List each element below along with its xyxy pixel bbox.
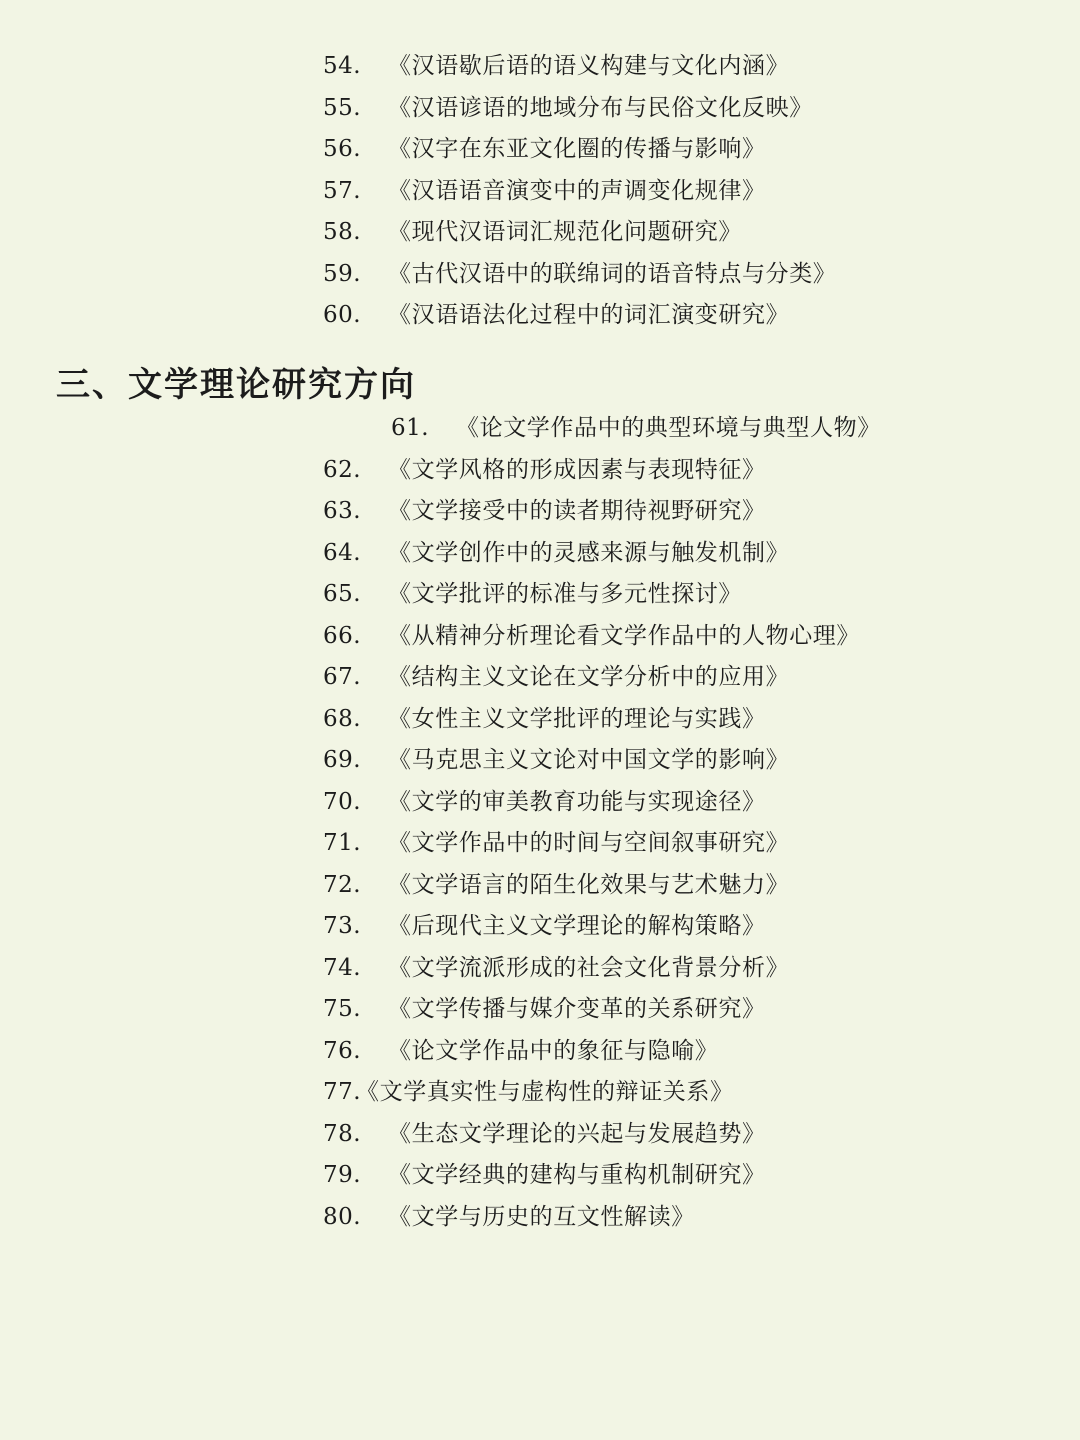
item-number: 55. xyxy=(323,94,362,121)
list-item xyxy=(0,782,1080,824)
item-title: 《马克思主义文论对中国文学的影响》 xyxy=(388,747,790,773)
item-title: 《文学传播与媒介变革的关系研究》 xyxy=(388,996,766,1022)
item-title: 《结构主义文论在文学分析中的应用》 xyxy=(388,664,790,690)
item-title: 《文学创作中的灵感来源与触发机制》 xyxy=(388,539,790,566)
item-number: 65. xyxy=(323,581,362,607)
list-item xyxy=(0,295,1080,337)
item-number: 57. xyxy=(323,177,362,204)
item-number: 80. xyxy=(323,1203,362,1230)
list-item xyxy=(0,408,1080,450)
item-title: 《文学经典的建构与重构机制研究》 xyxy=(388,1162,766,1188)
item-title: 《论文学作品中的典型环境与典型人物》 xyxy=(456,415,881,441)
item-number: 79. xyxy=(323,1162,362,1188)
list-item xyxy=(0,1114,1080,1156)
list-item xyxy=(0,1155,1080,1197)
item-title: 《汉语语法化过程中的词汇演变研究》 xyxy=(388,302,790,328)
item-number: 66. xyxy=(323,622,362,649)
item-title: 《汉语谚语的地域分布与民俗文化反映》 xyxy=(388,94,813,121)
list-item xyxy=(0,823,1080,865)
list-item xyxy=(0,574,1080,616)
item-number: 64. xyxy=(323,539,362,566)
item-number: 74. xyxy=(323,954,362,981)
list-item xyxy=(0,129,1080,171)
item-number: 69. xyxy=(323,747,362,773)
item-title: 《文学流派形成的社会文化背景分析》 xyxy=(388,954,790,981)
item-number: 73. xyxy=(323,913,362,939)
item-number: 70. xyxy=(323,788,362,815)
item-number: 62. xyxy=(323,456,362,483)
item-number: 75. xyxy=(323,996,362,1022)
item-number: 58. xyxy=(323,219,362,245)
item-title: 《文学作品中的时间与空间叙事研究》 xyxy=(388,830,790,856)
list-item xyxy=(0,533,1080,575)
item-number: 68. xyxy=(323,705,362,732)
item-title: 《现代汉语词汇规范化问题研究》 xyxy=(388,219,742,245)
item-number: 63. xyxy=(323,498,362,524)
list-item xyxy=(0,88,1080,130)
list-item xyxy=(0,1072,1080,1114)
list-item xyxy=(0,616,1080,658)
list-item xyxy=(0,46,1080,88)
item-number: 78. xyxy=(323,1120,362,1147)
list-item xyxy=(0,254,1080,296)
item-number: 76. xyxy=(323,1037,362,1064)
linguistics-topic-list xyxy=(0,46,1080,337)
list-item xyxy=(0,699,1080,741)
item-number: 71. xyxy=(323,830,362,856)
literary-theory-topic-list xyxy=(0,408,1080,1238)
list-item xyxy=(0,906,1080,948)
item-title: 《女性主义文学批评的理论与实践》 xyxy=(388,705,766,732)
item-title: 《文学风格的形成因素与表现特征》 xyxy=(388,456,766,483)
item-title: 《论文学作品中的象征与隐喻》 xyxy=(388,1037,719,1064)
item-number: 67. xyxy=(323,664,362,690)
item-title: 《后现代主义文学理论的解构策略》 xyxy=(388,913,766,939)
list-item xyxy=(0,740,1080,782)
list-item xyxy=(0,657,1080,699)
item-title: 《汉语语音演变中的声调变化规律》 xyxy=(388,177,766,204)
item-number: 61. xyxy=(391,415,430,441)
list-item xyxy=(0,491,1080,533)
item-title: 《文学与历史的互文性解读》 xyxy=(388,1203,695,1230)
list-item xyxy=(0,948,1080,990)
item-number: 54. xyxy=(323,53,362,79)
item-title: 《古代汉语中的联绵词的语音特点与分类》 xyxy=(388,260,837,287)
item-title: 《文学批评的标准与多元性探讨》 xyxy=(388,581,742,607)
item-title: 《文学语言的陌生化效果与艺术魅力》 xyxy=(388,871,790,898)
list-item xyxy=(0,212,1080,254)
item-number: 77. xyxy=(323,1079,362,1105)
item-title: 《文学的审美教育功能与实现途径》 xyxy=(388,788,766,815)
list-item xyxy=(0,450,1080,492)
item-number: 59. xyxy=(323,260,362,287)
list-item xyxy=(0,1031,1080,1073)
list-item xyxy=(0,1197,1080,1239)
item-title: 《生态文学理论的兴起与发展趋势》 xyxy=(388,1120,766,1147)
list-item xyxy=(0,865,1080,907)
item-title: 《汉字在东亚文化圈的传播与影响》 xyxy=(388,136,766,162)
item-number: 56. xyxy=(323,136,362,162)
item-number: 60. xyxy=(323,302,362,328)
section-heading: 三、文学理论研究方向 xyxy=(56,365,416,405)
list-item xyxy=(0,989,1080,1031)
list-item xyxy=(0,171,1080,213)
item-title: 《文学真实性与虚构性的辩证关系》 xyxy=(356,1079,734,1105)
item-number: 72. xyxy=(323,871,362,898)
item-title: 《文学接受中的读者期待视野研究》 xyxy=(388,498,766,524)
item-title: 《从精神分析理论看文学作品中的人物心理》 xyxy=(388,622,860,649)
item-title: 《汉语歇后语的语义构建与文化内涵》 xyxy=(388,53,790,79)
